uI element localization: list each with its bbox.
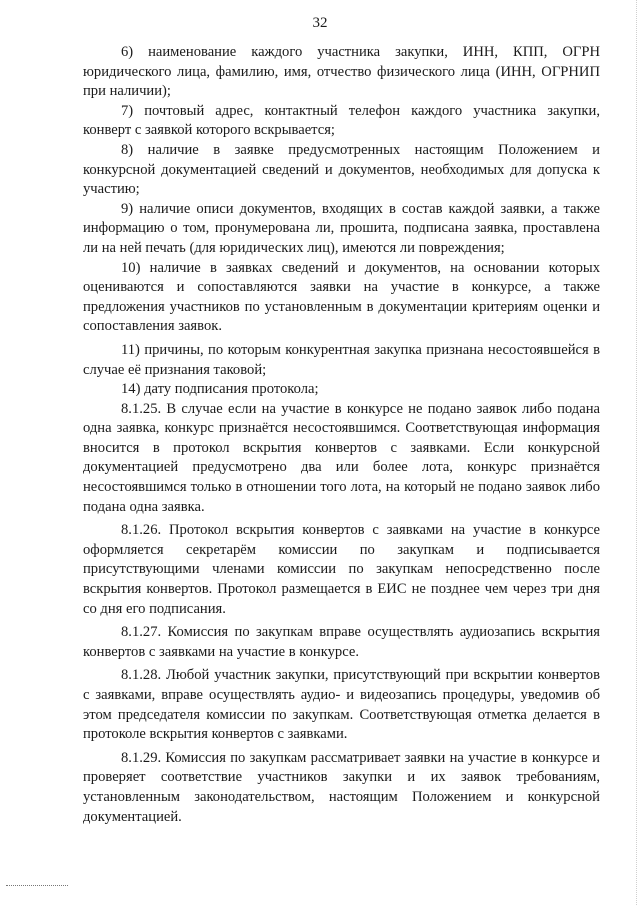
- paragraph-item-9: 9) наличие описи документов, входящих в состав каждой заявки, а также информацию о том, пронумерована ли, прошита, подписана заявка, проставлена ли на ней печать (для юридических лиц), имеются ли повреждения;: [83, 200, 600, 256]
- paragraph-item-14: 14) дату подписания протокола;: [121, 381, 319, 398]
- paragraph-item-10: 10) наличие в заявках сведений и документов, на основании которых оцениваются и сопоставляются заявки на участие в конкурсе, а также предложения участников по установленным в документации критериям оценки и сопоставления заявок.: [83, 259, 600, 335]
- paragraph-8-1-28: 8.1.28. Любой участник закупки, присутствующий при вскрытии конвертов с заявками, вправе осуществлять аудио- и видеозапись процедуры, уведомив об этом председателя комиссии по закупкам. Соответствующая отметка делается в протоколе вскрытия конвертов с заявками.: [83, 667, 600, 743]
- paragraph-8-1-29: 8.1.29. Комиссия по закупкам рассматривает заявки на участие в конкурсе и проверяет соответствие участников закупки и их заявок требованиям, установленным законодательством, настоящим Положением и конкурсной документацией.: [83, 749, 600, 825]
- paragraph-8-1-25: 8.1.25. В случае если на участие в конкурсе не подано заявок либо подана одна заявка, конкурс признаётся несостоявшимся. Соответствующая информация вносится в протокол вскрытия конвертов с заявками. Если конкурсной документацией предусмотрено два или более лота, конкурс признаётся несостоявшимся только в отношении того лота, на который не подано заявок либо подана одна заявка.: [83, 400, 600, 515]
- paragraph-8-1-26: 8.1.26. Протокол вскрытия конвертов с заявками на участие в конкурсе оформляется секретарём комиссии по закупкам и подписывается присутствующими членами комиссии по закупкам непосредственно после вскрытия конвертов. Протокол размещается в ЕИС не позднее чем через три дня со дня его подписания.: [83, 522, 600, 617]
- page-number: 32: [312, 15, 328, 31]
- paragraph-item-8: 8) наличие в заявке предусмотренных настоящим Положением и конкурсной документацией сведений и документов, необходимых для допуска к участию;: [83, 141, 600, 198]
- paragraph-item-7: 7) почтовый адрес, контактный телефон каждого участника закупки, конверт с заявкой которого вскрывается;: [83, 102, 600, 139]
- scan-artifact-line: [6, 885, 68, 887]
- paragraph-item-6: 6) наименование каждого участника закупки, ИНН, КПП, ОГРН юридического лица, фамилию, имя, отчество физического лица (ИНН, ОГРНИП при наличии);: [83, 44, 600, 100]
- scan-edge-line: [636, 0, 638, 905]
- document-body: [83, 43, 600, 827]
- paragraph-8-1-27: 8.1.27. Комиссия по закупкам вправе осуществлять аудиозапись вскрытия конвертов с заявками на участие в конкурсе.: [83, 624, 600, 660]
- paragraph-item-11: 11) причины, по которым конкурентная закупка признана несостоявшейся в случае её признания таковой;: [83, 341, 600, 378]
